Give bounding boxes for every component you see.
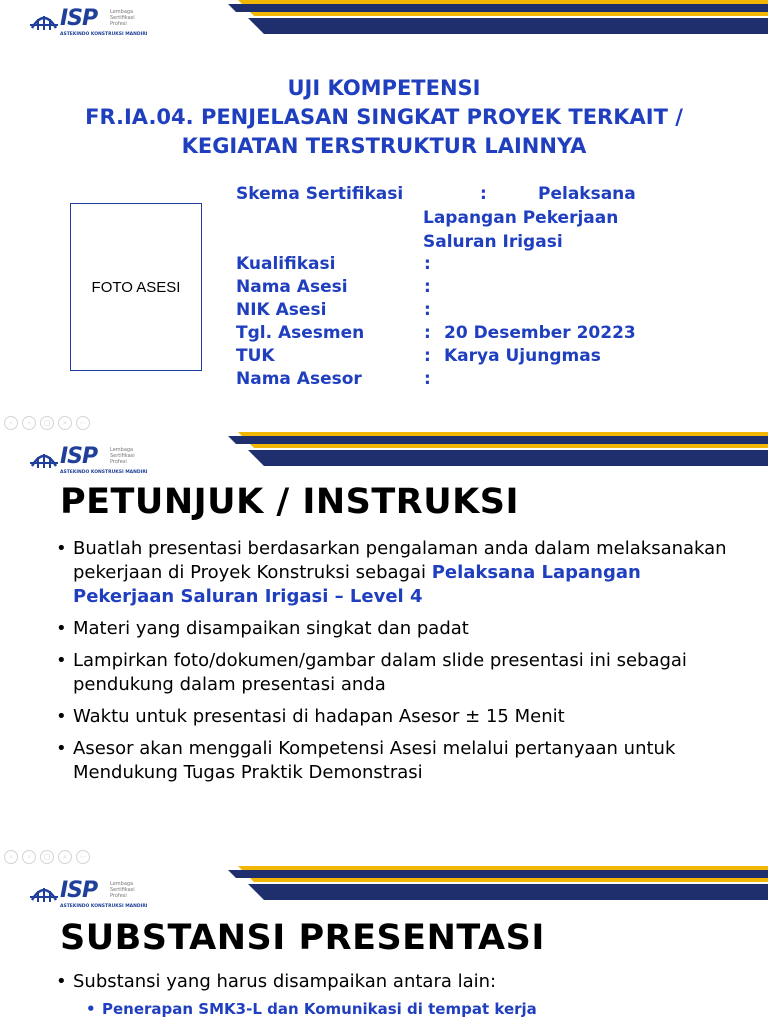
field-colon: : <box>424 346 431 366</box>
field-label: Nama Asesor <box>236 369 362 389</box>
header-stripes <box>228 432 768 466</box>
isp-logo <box>30 6 150 40</box>
prev-icon[interactable]: ‹ <box>4 416 18 430</box>
list-item <box>56 537 746 609</box>
logo-org: ASTEKINDO KONSTRUKSI MANDIRI <box>60 32 148 37</box>
photo-placeholder <box>70 203 202 371</box>
next-icon[interactable]: › <box>22 416 36 430</box>
logo-text: ISP <box>60 444 98 469</box>
zoom-icon[interactable]: ⌕ <box>58 416 72 430</box>
bridge-emblem-icon <box>30 10 58 32</box>
slide-viewer-toolbar <box>0 412 768 434</box>
field-colon: : <box>424 277 431 297</box>
slide-1 <box>0 0 768 410</box>
title-line: UJI KOMPETENSI <box>287 76 481 100</box>
item-text: Substansi yang harus disampaikan antara lain: <box>73 971 497 992</box>
list-item <box>56 617 746 641</box>
skema-value: Pelaksana <box>538 184 636 204</box>
item-text: Buatlah presentasi berdasarkan pengalaman anda dalam melaksanakan pekerjaan di Proyek Konstruksi sebagai <box>73 538 727 583</box>
slide-heading: SUBSTANSI PRESENTASI <box>60 918 545 958</box>
list-item <box>56 970 746 994</box>
field-colon: : <box>424 369 431 389</box>
field-label: Nama Asesi <box>236 277 348 297</box>
substance-list <box>56 970 746 1002</box>
logo-tagline: Lembaga Sertifikasi Profesi <box>110 447 135 465</box>
item-text: Asesor akan menggali Kompetensi Asesi melalui pertanyaan untuk Mendukung Tugas Praktik Demonstrasi <box>73 738 676 783</box>
slide-title <box>0 74 768 161</box>
bridge-emblem-icon <box>30 448 58 470</box>
skema-label: Skema Sertifikasi <box>236 184 404 204</box>
field-colon: : <box>424 323 431 343</box>
slide-2 <box>0 432 768 844</box>
logo-org: ASTEKINDO KONSTRUKSI MANDIRI <box>60 470 148 475</box>
field-value: Karya Ujungmas <box>444 346 601 366</box>
slide-heading: PETUNJUK / INSTRUKSI <box>60 482 519 522</box>
logo-text: ISP <box>60 878 98 903</box>
item-highlight: Pelaksana Lapangan Pekerjaan Saluran Irigasi – Level 4 <box>73 562 641 607</box>
item-text: Materi yang disampaikan singkat dan padat <box>73 618 469 639</box>
more-icon[interactable]: ⋯ <box>76 416 90 430</box>
field-label: TUK <box>236 346 275 366</box>
photo-label: FOTO ASESI <box>91 278 181 296</box>
list-item <box>56 737 746 785</box>
header-stripes <box>228 866 768 900</box>
field-label: Kualifikasi <box>236 254 336 274</box>
copy-icon[interactable]: ▢ <box>40 416 54 430</box>
list-item <box>56 705 746 729</box>
title-line: KEGIATAN TERSTRUKTUR LAINNYA <box>181 134 587 158</box>
isp-logo <box>30 878 150 912</box>
instruction-list <box>56 537 746 793</box>
isp-logo <box>30 444 150 478</box>
copy-icon[interactable]: ▢ <box>40 850 54 864</box>
skema-value: Lapangan Pekerjaan <box>423 208 619 228</box>
list-item <box>56 649 746 697</box>
slide-viewer-toolbar <box>0 846 768 868</box>
field-label: NIK Asesi <box>236 300 327 320</box>
logo-tagline: Lembaga Sertifikasi Profesi <box>110 9 135 27</box>
more-icon[interactable]: ⋯ <box>76 850 90 864</box>
header-stripes <box>228 0 768 34</box>
logo-tagline: Lembaga Sertifikasi Profesi <box>110 881 135 899</box>
logo-org: ASTEKINDO KONSTRUKSI MANDIRI <box>60 904 148 909</box>
zoom-icon[interactable]: ⌕ <box>58 850 72 864</box>
next-icon[interactable]: › <box>22 850 36 864</box>
skema-value: Saluran Irigasi <box>423 232 563 252</box>
sub-list <box>86 1000 537 1018</box>
field-colon: : <box>424 254 431 274</box>
bridge-emblem-icon <box>30 882 58 904</box>
field-value: 20 Desember 20223 <box>444 323 636 343</box>
skema-colon: : <box>480 184 487 204</box>
title-line: FR.IA.04. PENJELASAN SINGKAT PROYEK TERKAIT / <box>85 105 683 129</box>
item-text: Lampirkan foto/dokumen/gambar dalam slide presentasi ini sebagai pendukung dalam presentasi anda <box>73 650 687 695</box>
prev-icon[interactable]: ‹ <box>4 850 18 864</box>
sub-list-item: • Penerapan SMK3-L dan Komunikasi di tempat kerja <box>86 1000 537 1018</box>
field-label: Tgl. Asesmen <box>236 323 365 343</box>
logo-text: ISP <box>60 6 98 31</box>
slide-3 <box>0 866 768 1024</box>
field-colon: : <box>424 300 431 320</box>
item-text: Waktu untuk presentasi di hadapan Asesor ± 15 Menit <box>73 706 565 727</box>
